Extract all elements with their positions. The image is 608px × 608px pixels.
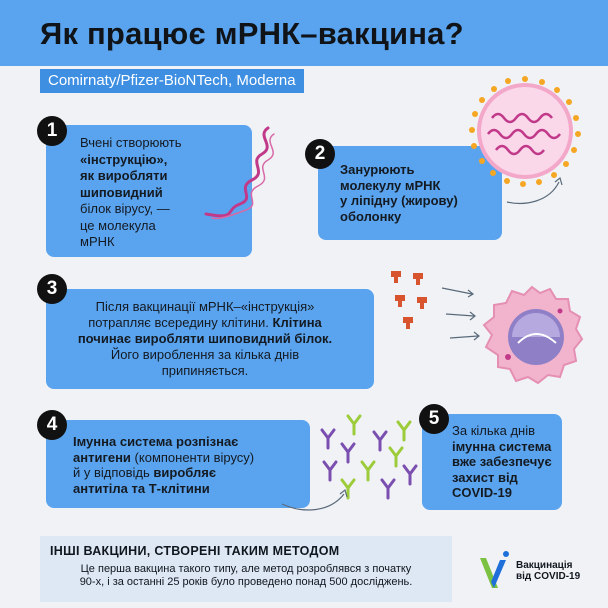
page-title: Як працює мРНК–вакцина? [40, 16, 464, 51]
step-2-line: оболонку [340, 208, 402, 224]
logo-line: Вакцинація [516, 560, 573, 571]
step-1-number: 1 [37, 116, 67, 146]
step-1-bold: шиповидний [80, 184, 163, 200]
step-3-line: потрапляє всередину клітини. [88, 315, 273, 330]
step-1-line: Вчені створюють [80, 135, 182, 150]
other-vaccines-box [40, 536, 452, 602]
step-3-bold: починає виробляти шиповидний білок. [77, 331, 333, 346]
vaccination-logo-text [516, 560, 580, 582]
mrna-strand-icon [198, 122, 278, 222]
step-3-text [46, 299, 364, 379]
step-5-bold: COVID-19 [452, 485, 512, 500]
step-3-number: 3 [37, 274, 67, 304]
step-4-line: (компоненти вірусу) [130, 449, 255, 465]
step-4-bold: антигени [73, 449, 131, 465]
step-4-bold: виробляє [153, 465, 217, 480]
step-4-text [73, 434, 310, 496]
other-vaccines-text [50, 563, 442, 589]
step-1-line: білок вірусу, — [80, 201, 170, 216]
step-1-bold: як виробляти [80, 168, 168, 183]
other-vaccines-line: Це перша вакцина такого типу, але метод розроблявся з початку [80, 563, 412, 575]
step-4-bold: антитіла та Т-клітини [73, 480, 210, 496]
spike-protein-icon [385, 265, 445, 335]
step-5-bold: захист від [452, 469, 518, 485]
step-3-line: Його вироблення за кілька днів [110, 347, 300, 362]
step-1-line: мРНК [80, 234, 115, 249]
step-4-number: 4 [37, 410, 67, 440]
lipid-nanoparticle-icon [470, 76, 580, 186]
step-5-bold: вже забезпечує [452, 454, 552, 469]
step-2-line: Занурюють [340, 162, 415, 177]
step-3-line: припиняється. [161, 363, 249, 378]
step-3-card [46, 289, 374, 389]
step-4-card [46, 420, 310, 508]
step-1-bold: «інструкцію», [80, 151, 168, 167]
step-3-line: Після вакцинації мРНК–«інструкція» [95, 299, 315, 314]
step-5-text [452, 423, 562, 501]
step-4-line: й у відповідь [73, 465, 154, 480]
vaccination-logo-icon [476, 550, 512, 592]
arrow-icon [505, 176, 565, 206]
step-5-number: 5 [419, 404, 449, 434]
step-2-line: у ліпідну (жирову) [340, 193, 458, 208]
vaccine-names-label: Comirnaty/Pfizer-BioNTech, Moderna [40, 69, 304, 93]
step-5-line: За кілька днів [452, 423, 536, 438]
other-vaccines-title: ІНШІ ВАКЦИНИ, СТВОРЕНІ ТАКИМ МЕТОДОМ [50, 544, 340, 558]
step-2-number: 2 [305, 139, 335, 169]
vaccination-logo [476, 550, 608, 592]
step-2-line: молекулу мРНК [340, 177, 441, 193]
other-vaccines-line: 90-х, і за останні 25 років було проведено понад 500 досліджень. [79, 576, 413, 588]
cell-icon [482, 283, 582, 383]
step-4-bold: Імунна система розпізнає [73, 434, 239, 449]
arrow-icon [280, 484, 350, 514]
logo-line: від COVID-19 [516, 571, 581, 582]
step-1-line: це молекула [80, 217, 156, 233]
step-3-bold: Клітина [272, 315, 322, 330]
step-5-bold: імунна система [452, 438, 552, 454]
